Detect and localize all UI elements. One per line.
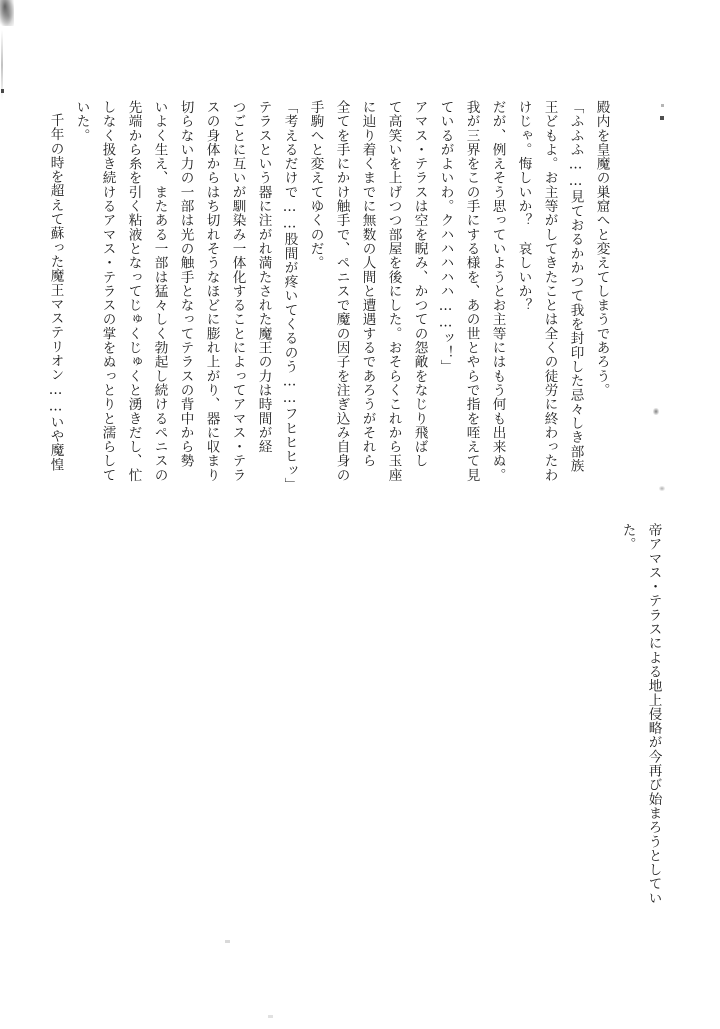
text-column: 我が三界をこの手にする様を、あの世とやらで指を咥えて見 — [463, 100, 480, 483]
text-column: けじゃ。悔しいか？ 哀しいか？ — [515, 100, 532, 313]
text-column: 帝アマス・テラスによる地上侵略が今再び始まろうとしてい — [645, 523, 662, 906]
text-column: た。 — [619, 523, 636, 552]
text-column: スの身体からはち切れそうなほどに膨れ上がり、器に収まり — [203, 100, 220, 483]
text-column: 切らない力の一部は光の触手となってテラスの背中から勢 — [177, 100, 194, 468]
text-column: 「考えるだけで……股間が疼いてくるのう……フヒヒヒッ」 — [281, 100, 298, 492]
text-column: つごとに互いが馴染み一体化することによってアマス・テラ — [229, 100, 246, 483]
text-column: 殿内を皇魔の巣窟へと変えてしまうであろう。 — [593, 100, 610, 398]
text-column: 千年の時を超えて蘇った魔王マステリオン……いや魔惶 — [47, 113, 64, 472]
text-column: に辿り着くまでに無数の人間と遭遇するであろうがそれら — [359, 100, 376, 468]
text-column: 手駒へと変えてゆくのだ。 — [307, 100, 324, 270]
text-column: アマス・テラスは空を睨み、かつての怨敵をなじり飛ばし — [411, 100, 428, 468]
text-column: だが、例えそう思っていようとお主等にはもう何も出来ぬ。 — [489, 100, 506, 483]
text-column: て高笑いを上げつつ部屋を後にした。おそらくこれから玉座 — [385, 100, 402, 483]
text-column: 全てを手にかけ触手で、ペニスで魔の因子を注ぎ込み自身の — [333, 100, 350, 483]
text-column: いよく生え、またある一部は猛々しく勃起し続けるペニスの — [151, 100, 168, 483]
text-column: いた。 — [73, 100, 90, 143]
text-column: 先端から糸を引く粘液となってじゅくじゅくと湧きだし、忙 — [125, 100, 142, 483]
text-column: 王どもよ。お主等がしてきたことは全くの徒労に終わったわ — [541, 100, 558, 483]
text-column: しなく扱き続けるアマス・テラスの掌をぬっとりと濡らして — [99, 100, 116, 483]
text-column: テラスという器に注がれ満たされた魔王の力は時間が経 — [255, 100, 272, 454]
text-column: ているがよいわ。クハハハハハ……ッ！」 — [437, 100, 454, 374]
text-column: 「ふふふ……見ておるかかつて我を封印した忌々しき部族 — [567, 100, 584, 473]
